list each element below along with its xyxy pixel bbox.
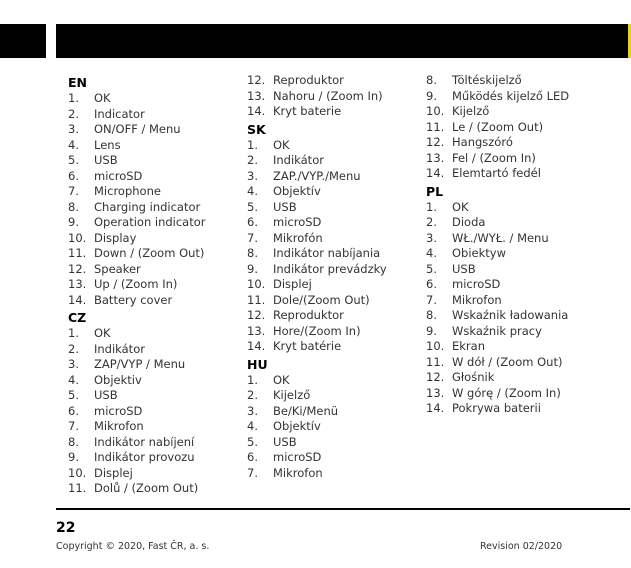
list-item (68, 357, 206, 373)
footer-rule (56, 508, 630, 510)
item-number: 12. (426, 135, 445, 149)
item-number: 7. (247, 465, 258, 480)
column-3 (426, 73, 569, 417)
list-item (426, 293, 569, 309)
item-label: Kijelző (452, 104, 490, 118)
item-number: 3. (68, 357, 79, 371)
item-label: Indikátor (94, 341, 145, 356)
item-label: OK (94, 326, 111, 340)
item-label: Objektiv (94, 372, 142, 387)
item-number: 8. (426, 308, 437, 322)
list-item (247, 89, 387, 105)
item-label: Wskaźnik ładowania (452, 308, 569, 322)
item-number: 4. (68, 137, 79, 152)
list-item (68, 184, 206, 200)
list-item (426, 324, 569, 340)
item-number: 1. (68, 91, 79, 105)
item-number: 4. (247, 184, 258, 198)
item-number: 12. (247, 308, 266, 322)
item-label: Obiektyw (452, 246, 507, 260)
item-number: 5. (68, 388, 79, 402)
item-number: 8. (426, 73, 437, 87)
item-label: OK (273, 372, 290, 387)
item-number: 3. (68, 122, 79, 136)
item-number: 14. (426, 166, 445, 180)
item-number: 1. (68, 326, 79, 340)
item-label: USB (273, 199, 297, 214)
page-number: 22 (56, 520, 76, 536)
item-label: microSD (273, 450, 322, 464)
item-label: ON/OFF / Menu (94, 122, 181, 136)
item-label: Displej (94, 465, 133, 480)
item-label: Display (94, 230, 137, 245)
list-item (247, 419, 387, 435)
column-1 (68, 73, 206, 497)
list-item (68, 153, 206, 169)
item-label: W dół / (Zoom Out) (452, 354, 563, 369)
item-number: 6. (68, 403, 79, 418)
item-number: 8. (68, 434, 79, 449)
item-number: 9. (426, 88, 437, 103)
list-item (247, 324, 387, 340)
item-label: Reproduktor (273, 73, 344, 87)
item-label: USB (273, 434, 297, 449)
item-label: Töltéskijelző (452, 73, 522, 87)
item-label: Indikátor provozu (94, 450, 195, 464)
item-number: 10. (247, 277, 266, 291)
item-number: 11. (247, 292, 266, 307)
list-item (68, 200, 206, 216)
list-item (247, 293, 387, 309)
item-label: microSD (94, 403, 143, 418)
item-label: Hore/(Zoom In) (273, 323, 361, 338)
list-item (68, 215, 206, 231)
item-label: Displej (273, 277, 312, 291)
item-label: ZAP./VYP./Menu (273, 168, 361, 183)
list-item (247, 184, 387, 200)
item-number: 3. (426, 230, 437, 245)
item-label: Głośnik (452, 370, 495, 384)
list-item (426, 73, 569, 89)
item-number: 14. (247, 104, 266, 118)
list-item (247, 169, 387, 185)
item-number: 13. (426, 385, 445, 400)
item-label: Charging indicator (94, 199, 201, 214)
list-item (68, 326, 206, 342)
item-label: OK (452, 199, 469, 214)
column-2 (247, 73, 387, 481)
item-number: 13. (426, 150, 445, 165)
parts-list (68, 91, 206, 308)
item-number: 5. (247, 434, 258, 449)
parts-list (68, 326, 206, 497)
list-item (68, 169, 206, 185)
item-number: 3. (247, 168, 258, 183)
item-label: Battery cover (94, 292, 173, 307)
list-item (247, 262, 387, 278)
language-heading-cz: CZ (68, 310, 87, 325)
item-number: 12. (68, 261, 87, 276)
item-number: 2. (426, 215, 437, 229)
item-number: 1. (426, 199, 437, 214)
item-label: Kijelző (273, 388, 311, 402)
item-label: Kryt batérie (273, 339, 342, 353)
item-label: Mikrofon (273, 465, 323, 480)
item-label: Működés kijelző LED (452, 88, 570, 103)
parts-list (426, 200, 569, 417)
item-label: Elemtartó fedél (452, 166, 541, 180)
list-item (247, 450, 387, 466)
item-label: ZAP/VYP / Menu (94, 357, 186, 371)
item-number: 5. (426, 261, 437, 276)
item-number: 6. (426, 277, 437, 291)
item-label: Nahoru / (Zoom In) (273, 88, 383, 103)
item-number: 9. (68, 215, 79, 229)
item-number: 3. (247, 403, 258, 418)
item-number: 4. (247, 419, 258, 433)
item-number: 12. (247, 73, 266, 87)
item-number: 8. (68, 199, 79, 214)
language-heading-sk: SK (247, 121, 266, 137)
language-heading-hu: HU (247, 356, 268, 372)
item-label: Indikátor prevádzky (273, 261, 387, 276)
list-item (68, 435, 206, 451)
item-number: 13. (68, 277, 87, 291)
list-item (68, 466, 206, 482)
item-label: Pokrywa baterii (452, 401, 541, 415)
item-number: 6. (68, 168, 79, 183)
item-label: Up / (Zoom In) (94, 277, 178, 291)
item-label: Hangszóró (452, 135, 513, 149)
item-label: Mikrofon (452, 292, 502, 307)
item-label: Indikátor nabíjania (273, 246, 381, 260)
list-item (68, 231, 206, 247)
list-item (247, 200, 387, 216)
item-label: Down / (Zoom Out) (94, 246, 205, 260)
header-bar (56, 24, 628, 58)
list-item (68, 293, 206, 309)
list-item (68, 388, 206, 404)
list-item (426, 120, 569, 136)
list-item (426, 166, 569, 182)
item-label: Fel / (Zoom In) (452, 150, 536, 165)
parts-list (247, 373, 387, 482)
list-item (68, 138, 206, 154)
item-label: OK (273, 137, 290, 152)
list-item (247, 138, 387, 154)
header-bar-left (0, 24, 46, 58)
list-item (68, 342, 206, 358)
list-item (426, 135, 569, 151)
item-label: WŁ./WYŁ. / Menu (452, 230, 549, 245)
list-item (68, 450, 206, 466)
parts-list (247, 138, 387, 355)
item-label: Indikátor (273, 153, 324, 167)
item-number: 11. (68, 481, 87, 495)
list-item (426, 104, 569, 120)
item-label: USB (94, 153, 118, 167)
item-number: 10. (68, 230, 87, 245)
item-number: 14. (426, 401, 445, 415)
list-item (426, 401, 569, 417)
list-item (68, 262, 206, 278)
item-number: 14. (68, 292, 87, 307)
item-number: 14. (247, 339, 266, 353)
item-number: 10. (68, 465, 87, 480)
item-label: microSD (452, 277, 501, 291)
list-item (426, 246, 569, 262)
list-item (247, 215, 387, 231)
item-label: Dolů / (Zoom Out) (94, 481, 199, 495)
item-label: Indicator (94, 106, 145, 121)
item-label: Wskaźnik pracy (452, 323, 542, 338)
revision-text: Revision 02/2020 (480, 541, 563, 552)
list-item (247, 246, 387, 262)
list-item (247, 308, 387, 324)
item-label: Lens (94, 137, 121, 152)
item-label: Indikátor nabíjení (94, 434, 195, 449)
list-item (247, 388, 387, 404)
item-number: 1. (247, 372, 258, 387)
item-number: 6. (247, 450, 258, 464)
list-item (68, 481, 206, 497)
item-number: 1. (247, 137, 258, 152)
item-number: 7. (247, 230, 258, 245)
item-label: Speaker (94, 261, 141, 276)
item-number: 4. (68, 372, 79, 387)
item-number: 5. (68, 153, 79, 167)
item-number: 2. (68, 341, 79, 356)
item-label: Ekran (452, 339, 485, 353)
item-label: Dole/(Zoom Out) (273, 292, 370, 307)
item-label: Reproduktor (273, 308, 344, 322)
list-item (426, 308, 569, 324)
item-number: 9. (247, 261, 258, 276)
item-label: Mikrofón (273, 230, 323, 245)
item-label: microSD (94, 168, 143, 183)
list-item (426, 262, 569, 278)
list-item (247, 153, 387, 169)
item-label: Mikrofon (94, 419, 144, 433)
list-item (426, 277, 569, 293)
item-number: 6. (247, 215, 258, 229)
list-item (68, 277, 206, 293)
list-item (426, 215, 569, 231)
list-item (426, 231, 569, 247)
item-label: Objektív (273, 419, 321, 433)
list-item (68, 404, 206, 420)
item-number: 9. (68, 450, 79, 464)
parts-list (247, 73, 387, 120)
list-item (68, 91, 206, 107)
list-item (247, 231, 387, 247)
language-heading-pl: PL (426, 183, 444, 199)
list-item (68, 373, 206, 389)
item-number: 2. (247, 153, 258, 167)
list-item (247, 277, 387, 293)
list-item (426, 151, 569, 167)
list-item (426, 200, 569, 216)
list-item (426, 370, 569, 386)
list-item (247, 373, 387, 389)
item-number: 13. (247, 323, 266, 338)
item-number: 7. (68, 419, 79, 433)
item-number: 8. (247, 246, 258, 260)
item-number: 4. (426, 246, 437, 260)
item-label: microSD (273, 215, 322, 229)
item-label: Dioda (452, 215, 486, 229)
item-number: 11. (426, 354, 445, 369)
item-number: 2. (247, 388, 258, 402)
list-item (247, 435, 387, 451)
list-item (426, 355, 569, 371)
item-label: Microphone (94, 184, 161, 198)
item-label: USB (94, 388, 118, 402)
item-number: 12. (426, 370, 445, 384)
item-label: OK (94, 91, 111, 105)
item-label: USB (452, 261, 476, 276)
list-item (68, 419, 206, 435)
list-item (68, 122, 206, 138)
item-number: 7. (68, 184, 79, 198)
list-item (247, 104, 387, 120)
item-number: 9. (426, 323, 437, 338)
list-item (68, 107, 206, 123)
item-number: 7. (426, 292, 437, 307)
item-number: 11. (426, 119, 445, 134)
parts-list (426, 73, 569, 182)
item-number: 13. (247, 88, 266, 103)
item-label: Objektív (273, 184, 321, 198)
list-item (68, 246, 206, 262)
list-item (247, 339, 387, 355)
item-number: 2. (68, 106, 79, 121)
item-number: 11. (68, 246, 87, 260)
list-item (247, 404, 387, 420)
list-item (426, 339, 569, 355)
item-number: 10. (426, 339, 445, 353)
list-item (247, 73, 387, 89)
item-number: 5. (247, 199, 258, 214)
list-item (247, 466, 387, 482)
item-label: Kryt baterie (273, 104, 342, 118)
item-label: Be/Ki/Menü (273, 403, 339, 418)
list-item (426, 89, 569, 105)
copyright-text: Copyright © 2020, Fast ČR, a. s. (56, 541, 210, 552)
item-number: 10. (426, 104, 445, 118)
item-label: W górę / (Zoom In) (452, 385, 561, 400)
item-label: Operation indicator (94, 215, 206, 229)
language-heading-en: EN (68, 75, 88, 90)
item-label: Le / (Zoom Out) (452, 119, 544, 134)
list-item (426, 386, 569, 402)
